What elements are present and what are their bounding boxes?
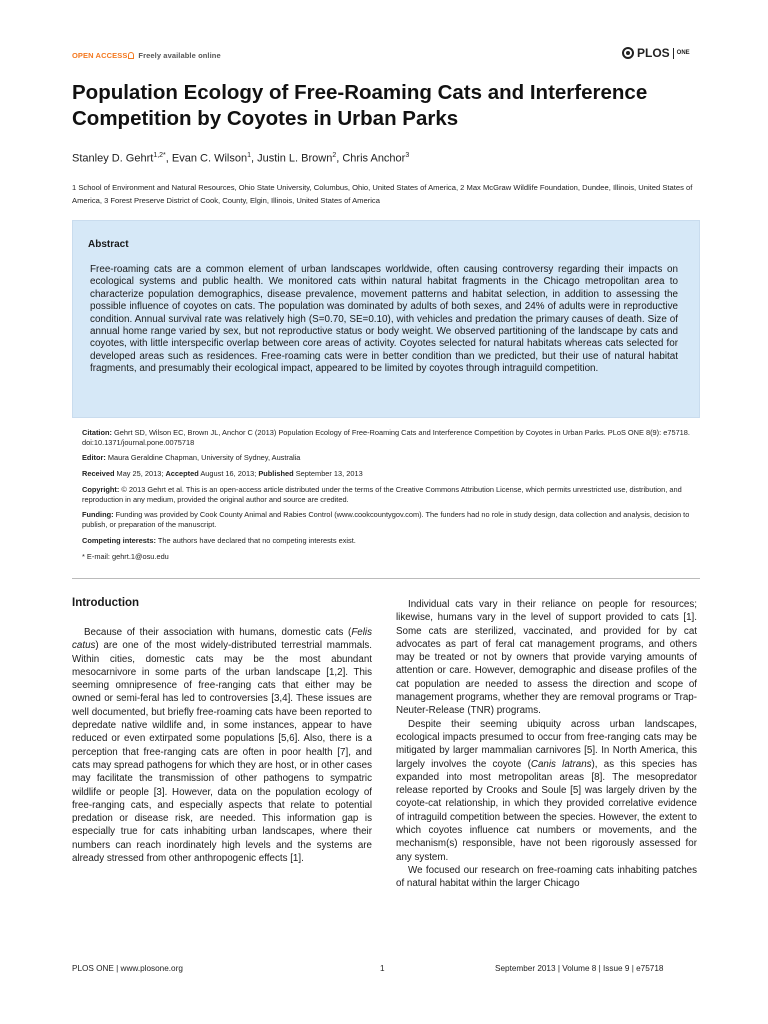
- open-access-label: OPEN ACCESS: [72, 51, 128, 60]
- open-access-banner: [72, 51, 221, 60]
- species-name: Canis latrans: [530, 758, 592, 770]
- received-label: Received: [82, 469, 115, 478]
- body-paragraph: [396, 718, 697, 864]
- received-date: May 25, 2013;: [116, 469, 164, 478]
- accepted-label: Accepted: [165, 469, 199, 478]
- journal-logo-text: PLOS: [637, 46, 670, 60]
- author-name: Stanley D. Gehrt: [72, 152, 154, 165]
- funding-block: [82, 510, 692, 530]
- author-affil-sup: 1: [247, 152, 252, 159]
- author-affil-sup: 1,2*: [153, 152, 166, 159]
- paragraph-text: ) are one of the most widely-distributed terrestrial mammals. Within cities, domestic cats may be the most abundant mesocarnivore in some parts of the urban landscape [1,2]. This seeming omnipresence of free-ranging cats that either may be owned or semi-feral has led to controversies [3,4]. These issues are well documented, but briefly free-roaming cats have been reported to depredate native wildlife and, in some instances, appear to have reduced or even extirpated some populations [5,6]. Also, there is a perception that free-ranging cats are often in poor health [7], and cats may spread pathogens for which they are host, or in other cases may facilitate the transmission of other pathogens to sympatric wildlife or people [3]. However, data on the population ecology of free-ranging cats, and especially aspects that relate to potential predation or disease risk, are needed. This information gap is especially true for cats inhabiting urban landscapes, where their numbers can reach inordinately high levels and the systems are already stressed from other anthropogenic effects [1].: [72, 640, 372, 865]
- editor-text: Maura Geraldine Chapman, University of Sydney, Australia: [107, 453, 301, 462]
- free-online-label: Freely available online: [138, 51, 221, 60]
- author-list: [72, 152, 409, 165]
- paragraph-text: Because of their association with humans, domestic cats (: [84, 627, 352, 638]
- competing-interests-block: [82, 536, 692, 546]
- section-heading-introduction: Introduction: [72, 597, 140, 609]
- accepted-date: August 16, 2013;: [200, 469, 257, 478]
- copyright-block: [82, 485, 692, 505]
- section-divider: [72, 578, 700, 579]
- body-paragraph: We focused our research on free-roaming cats inhabiting patches of natural habitat within the larger Chicago: [396, 864, 697, 890]
- author-name: , Evan C. Wilson: [165, 152, 248, 165]
- right-column: [396, 598, 697, 891]
- copyright-text: © 2013 Gehrt et al. This is an open-access article distributed under the terms of the Creative Commons Attribution License, which permits unrestricted use, distribution, and reproduction in any medium, provided the original author and source are credited.: [82, 485, 682, 504]
- funding-text: Funding was provided by Cook County Animal and Rabies Control (www.cookcountygov.com). The funders had no role in study design, data collection and analysis, decision to publish, or preparation of the manuscript.: [82, 510, 690, 529]
- published-date: September 13, 2013: [295, 469, 363, 478]
- footer-issue-info: September 2013 | Volume 8 | Issue 9 | e75718: [495, 964, 664, 973]
- dates-block: [82, 469, 692, 479]
- body-paragraph: Individual cats vary in their reliance on people for resources; likewise, humans vary in the level of support provided to cats [1]. Some cats are sterilized, vaccinated, and provided for by cat advocates as part of feral cat management programs, and others may be treated or not by owners that provide varying amounts of attention or care. However, demographic and disease profiles of the cat population are needed to assess the direction and scope of management programs, whether they are removal programs or Trap-Neuter-Release (TNR) programs.: [396, 599, 697, 717]
- citation-label: Citation:: [82, 428, 112, 437]
- competing-label: Competing interests:: [82, 536, 156, 545]
- left-column: [72, 626, 372, 865]
- abstract-text: Free-roaming cats are a common element of urban landscapes worldwide, often causing controversy regarding their impacts on ecological systems and public health. We monitored cats within natural habitat fragments in the Chicago metropolitan area to characterize population demographics, disease prevalence, movement patterns and habitat selection, in addition to assessing the possible influence of coyotes on cats. The population was dominated by adults of both sexes, and 24% of adults were in reproductive condition. Annual survival rate was relatively high (S=0.70, SE=0.10), with vehicles and predation the primary causes of death. Size of annual home range varied by sex, but not reproductive status or body weight. We observed partitioning of the landscape by cats and coyotes, with little interspecific overlap between core areas of activity. Coyotes selected for natural habitats whereas cats selected for developed areas such as residences. Free-roaming cats were in better condition than we predicted, but their use of natural habitat fragments, and presumably their ecological impact, appeared to be limited by coyotes through intraguild competition.: [90, 264, 678, 375]
- journal-logo: [622, 46, 690, 60]
- footer-page-number: 1: [380, 964, 385, 973]
- author-name: , Chris Anchor: [336, 152, 406, 165]
- open-lock-icon: [128, 52, 134, 59]
- paragraph-text: ), as this species has expanded into most metropolitan areas [8]. The mesopredator release reported by Crooks and Soule [5] was largely driven by the coyote-cat relationship, in which they provided correlative evidence of intraguild competition between the species. However, the extent to which coyotes influence cat numbers or movements, and the mechanism(s) responsible, have not been rigorously assessed for any system.: [396, 758, 697, 863]
- citation-text: Gehrt SD, Wilson EC, Brown JL, Anchor C (2013) Population Ecology of Free-Roaming Cats and Interference Competition by Coyotes in Urban Parks. PLoS ONE 8(9): e75718. doi:10.1371/journal.pone.0075718: [82, 428, 690, 447]
- editor-block: [82, 453, 692, 463]
- author-name: , Justin L. Brown: [251, 152, 333, 165]
- funding-label: Funding:: [82, 510, 114, 519]
- affiliations: 1 School of Environment and Natural Resources, Ohio State University, Columbus, Ohio, United States of America, 2 Max McGraw Wildlife Foundation, Dundee, Illinois, United States of America, 3 Forest Preserve District of Cook, County, Elgin, Illinois, United States of America: [72, 183, 693, 205]
- copyright-label: Copyright:: [82, 485, 120, 494]
- species-name: Felis catus: [72, 627, 372, 652]
- published-label: Published: [258, 469, 294, 478]
- email-line: * E-mail: gehrt.1@osu.edu: [82, 552, 169, 561]
- abstract-heading: Abstract: [88, 239, 129, 250]
- footer-journal: PLOS ONE | www.plosone.org: [72, 964, 183, 973]
- body-paragraph: [72, 626, 372, 865]
- citation-block: [82, 428, 692, 448]
- logo-divider: [673, 48, 674, 59]
- competing-text: The authors have declared that no competing interests exist.: [157, 536, 356, 545]
- editor-label: Editor:: [82, 453, 106, 462]
- journal-logo-sub: ONE: [676, 50, 690, 56]
- paragraph-text: Despite their seeming ubiquity across urban landscapes, ecological impacts presumed to occur from free-ranging cats may be mitigated by larger mammalian carnivores [5]. In North America, this largely involves the coyote (: [396, 718, 697, 770]
- author-affil-sup: 2: [332, 152, 337, 159]
- author-affil-sup: 3: [405, 152, 410, 159]
- plos-logo-icon: [622, 47, 634, 59]
- article-title: Population Ecology of Free-Roaming Cats and Interference Competition by Coyotes in Urban Parks: [72, 81, 648, 130]
